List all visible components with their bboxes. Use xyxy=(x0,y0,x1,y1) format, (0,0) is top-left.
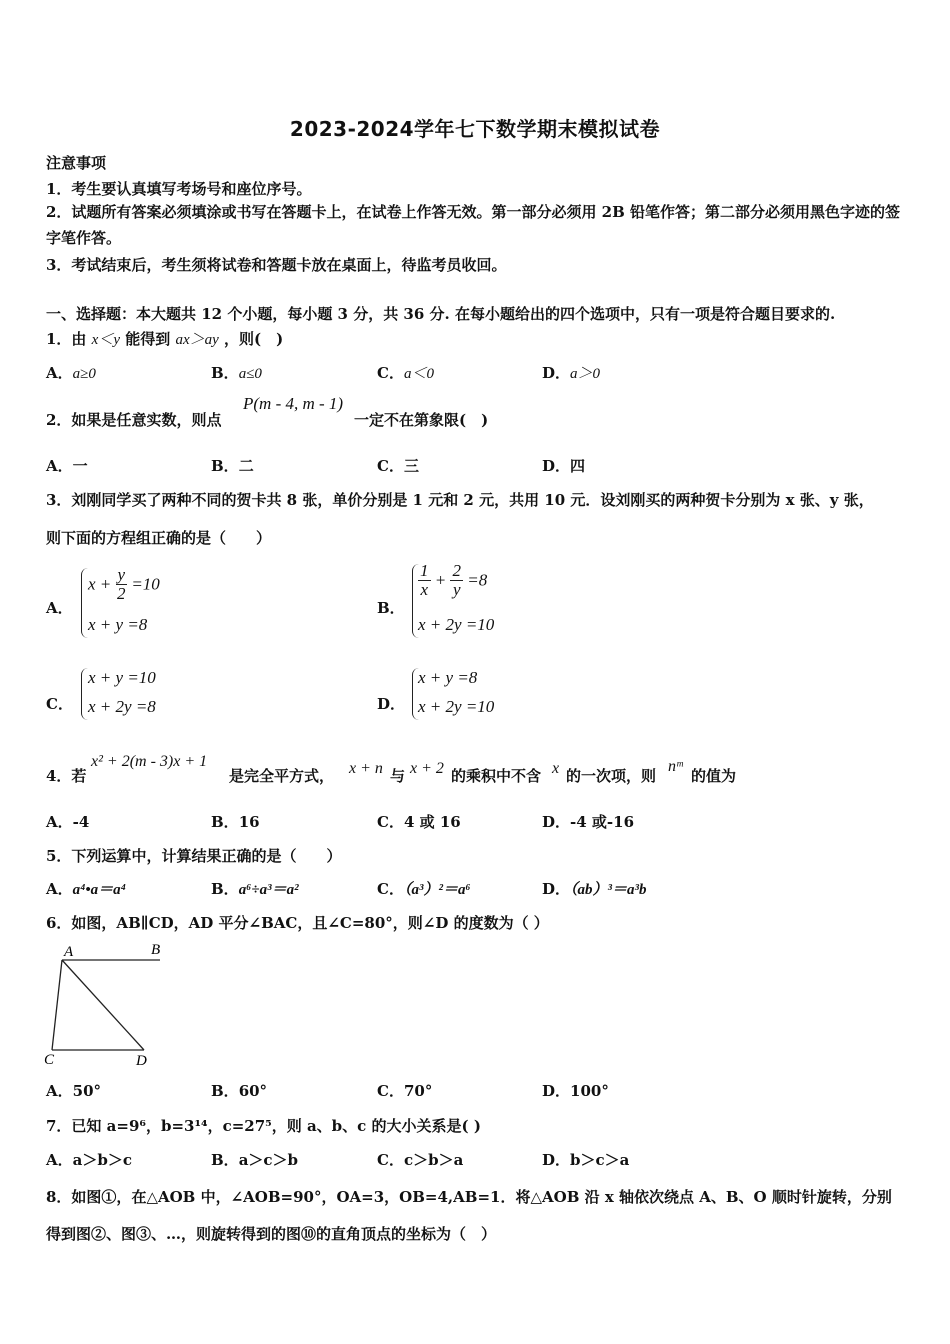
q6-option-a[interactable]: A．50° xyxy=(46,1082,102,1100)
q4-expr-4: nᵐ xyxy=(668,758,683,775)
q3-d-row-1: x + y =8 xyxy=(418,668,478,687)
q1-option-c[interactable]: C．a＜0 xyxy=(377,364,434,382)
q7-option-a[interactable]: A．a＞b＞c xyxy=(46,1151,132,1169)
q2-option-d[interactable]: D．四 xyxy=(542,457,586,475)
q5-option-c[interactable]: C．（a³）²＝a⁶ xyxy=(377,880,471,898)
q8-text-2: 得到图②、图③、…，则旋转得到的图⑩的直角顶点的坐标为（ ） xyxy=(46,1225,497,1243)
q1-condition-2: ax＞ay xyxy=(175,332,219,348)
q4-expr-1: x + n xyxy=(349,760,383,777)
q2-point: P(m - 4, m - 1) xyxy=(243,394,344,413)
q1-option-d[interactable]: D．a＞0 xyxy=(542,364,601,382)
q7-text: 7．已知 a=9⁶，b=3¹⁴，c=27⁵，则 a、b、c 的大小关系是( ) xyxy=(46,1117,481,1135)
q3-c-row-2: x + 2y =8 xyxy=(88,697,156,716)
q6-figure xyxy=(40,938,170,1070)
q2-option-c[interactable]: C．三 xyxy=(377,457,419,475)
q4-option-c[interactable]: C．4 或 16 xyxy=(377,813,461,831)
q2-option-b[interactable]: B．二 xyxy=(211,457,254,475)
q6-option-c[interactable]: C．70° xyxy=(377,1082,433,1100)
q3-a-brace xyxy=(81,568,88,638)
q5-option-d[interactable]: D．（ab）³＝a³b xyxy=(542,880,647,898)
q7-option-b[interactable]: B．a＞c＞b xyxy=(211,1151,299,1169)
q2-post: 一定不在第象限( ) xyxy=(354,411,489,429)
q4-mid-4: 的一次项，则 xyxy=(566,767,657,785)
page-title: 2023-2024学年七下数学期末模拟试卷 xyxy=(289,117,661,141)
question-1 xyxy=(46,328,283,349)
q1-option-a[interactable]: A．a≥0 xyxy=(46,364,96,382)
q3-b-row-1: $\frac{1}{x}$ + $\frac{2}{y}$ =8 xyxy=(420,561,488,599)
q4-expression: x² + 2(m - 3)x + 1 xyxy=(91,753,208,770)
q2-option-a[interactable]: A．一 xyxy=(46,457,88,475)
q3-text-1: 3．刘刚同学买了两种不同的贺卡共 8 张，单价分别是 1 元和 2 元，共用 10 元．设刘刚买的两种贺卡分别为 x 张、y 张， xyxy=(46,491,874,509)
q4-mid-3: 的乘积中不含 xyxy=(451,767,542,785)
q3-d-row-2: x + 2y =10 xyxy=(418,697,495,716)
q4-option-d[interactable]: D．-4 或-16 xyxy=(542,813,635,831)
q4-post: 的值为 xyxy=(691,767,737,785)
q3-option-c[interactable]: C． xyxy=(46,695,73,713)
q1-pre: 1．由 xyxy=(46,330,87,348)
q7-option-d[interactable]: D．b＞c＞a xyxy=(542,1151,630,1169)
q4-pre: 4．若 xyxy=(46,767,87,785)
q5-text: 5．下列运算中，计算结果正确的是（ ） xyxy=(46,847,342,865)
q5-option-b[interactable]: B．a⁶÷a³＝a² xyxy=(211,880,299,898)
q3-b-row-2: x + 2y =10 xyxy=(418,615,495,634)
q5-option-a[interactable]: A．a⁴•a＝a⁴ xyxy=(46,880,126,898)
q4-mid-1: 是完全平方式， xyxy=(229,767,335,785)
q6-text: 6．如图，AB∥CD，AD 平分∠BAC，且∠C=80°，则∠D 的度数为（ ） xyxy=(46,914,549,932)
notice-item-3: 3．考试结束后，考生须将试卷和答题卡放在桌面上，待监考员收回。 xyxy=(46,256,507,274)
segment-ad xyxy=(62,960,144,1050)
q4-option-b[interactable]: B．16 xyxy=(211,813,260,831)
q1-option-b[interactable]: B．a≤0 xyxy=(211,364,262,382)
section-heading: 一、选择题：本大题共 12 个小题，每小题 3 分，共 36 分. 在每小题给出的四个选项中，只有一项是符合题目要求的. xyxy=(46,305,836,323)
q4-expr-3: x xyxy=(552,760,560,777)
q4-expr-2: x + 2 xyxy=(410,760,444,777)
label-b: B xyxy=(151,942,161,958)
label-d: D xyxy=(136,1053,147,1069)
notice-item-1: 1．考生要认真填写考场号和座位序号。 xyxy=(46,180,312,198)
label-a: A xyxy=(64,944,74,960)
q3-a-row-1: x + $\frac{y}{2}$ =10 xyxy=(88,565,160,603)
q3-a-row-2: x + y =8 xyxy=(88,615,148,634)
q1-condition: x＜y xyxy=(91,332,120,348)
q3-c-brace xyxy=(81,668,88,720)
q3-option-a[interactable]: A． xyxy=(46,599,73,617)
q3-c-row-1: x + y =10 xyxy=(88,668,156,687)
q2-pre: 2．如果是任意实数，则点 xyxy=(46,411,222,429)
q4-option-a[interactable]: A．-4 xyxy=(46,813,90,831)
q4-mid-2: 与 xyxy=(390,767,406,785)
q3-option-d[interactable]: D． xyxy=(377,695,406,713)
q1-post: ，则( ) xyxy=(224,330,284,348)
question-2 xyxy=(46,409,221,430)
q3-text-2: 则下面的方程组正确的是（ ） xyxy=(46,529,272,547)
q8-text-1: 8．如图①，在△AOB 中，∠AOB=90°，OA=3，OB=4,AB=1．将△AOB 沿 x 轴依次绕点 A、B、O 顺时针旋转，分别 xyxy=(46,1188,892,1206)
q7-option-c[interactable]: C．c＞b＞a xyxy=(377,1151,464,1169)
q3-option-b[interactable]: B． xyxy=(377,599,405,617)
q6-option-b[interactable]: B．60° xyxy=(211,1082,268,1100)
notice-item-2: 2．试题所有答案必须填涂或书写在答题卡上，在试卷上作答无效。第一部分必须用 2B 铅笔作答；第二部分必须用黑色字迹的签字笔作答。 xyxy=(46,203,901,247)
notice-heading: 注意事项 xyxy=(46,154,107,172)
segment-ac xyxy=(52,960,62,1050)
q6-option-d[interactable]: D．100° xyxy=(542,1082,609,1100)
label-c: C xyxy=(44,1052,55,1068)
q1-mid: 能得到 xyxy=(125,330,171,348)
